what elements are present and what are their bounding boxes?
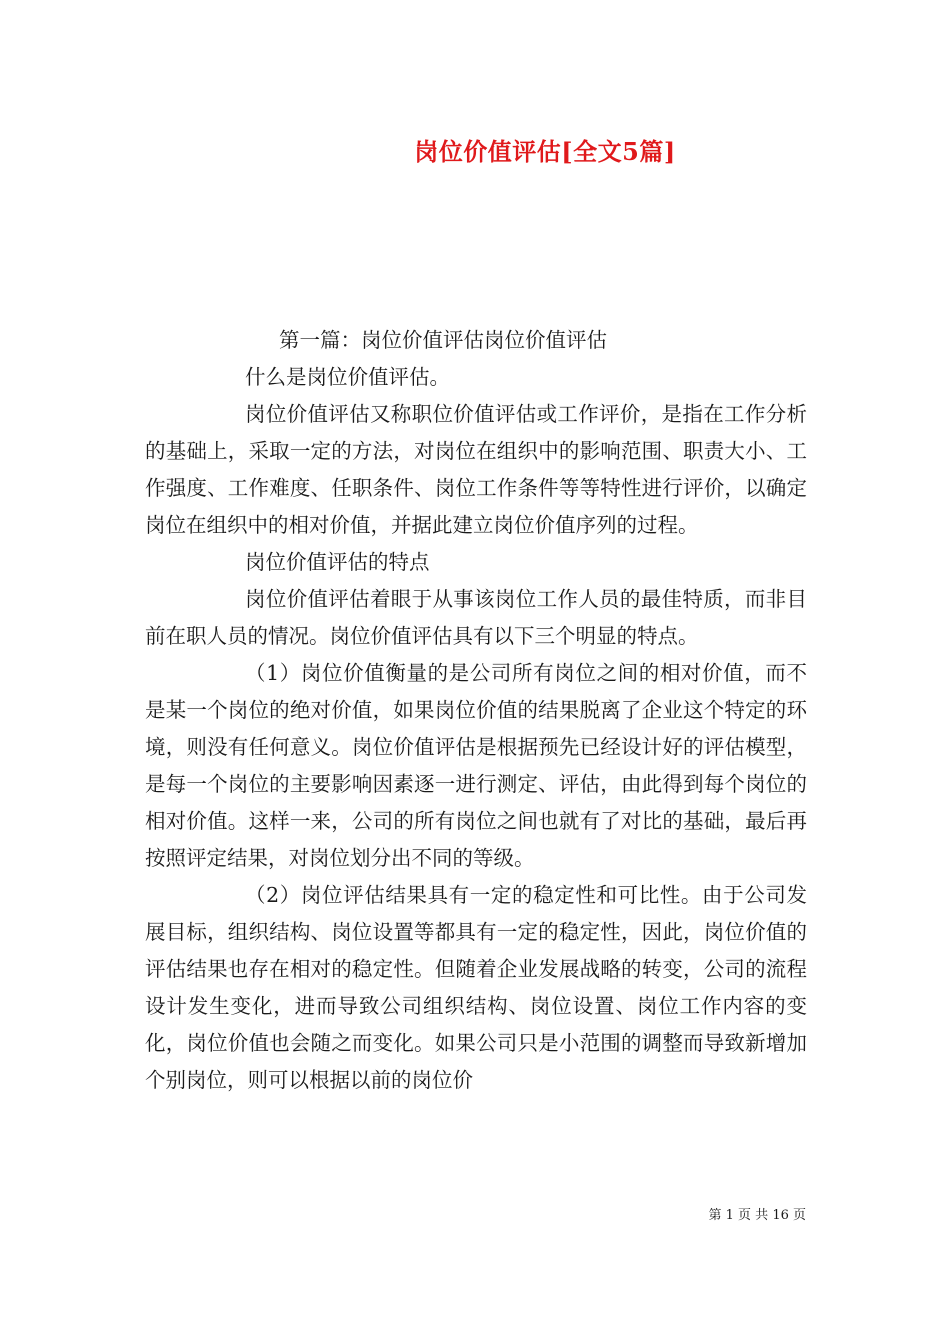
paragraph-feature-2: （2）岗位评估结果具有一定的稳定性和可比性。由于公司发展目标，组织结构、岗位设置等都具有一定的稳定性，因此，岗位价值的评估结果也存在相对的稳定性。但随着企业发展战略的转变，公司的流程设计发生变化，进而导致公司组织结构、岗位设置、岗位工作内容的变化，岗位价值也会随之而变化。如果公司只是小范围的调整而导致新增加个别岗位，则可以根据以前的岗位价 (145, 883, 807, 1092)
page-number-footer: 第 1 页 共 16 页 (708, 1208, 806, 1223)
subheading-features: 岗位价值评估的特点 (245, 550, 430, 574)
paragraph-definition: 岗位价值评估又称职位价值评估或工作评价，是指在工作分析的基础上，采取一定的方法，对岗位在组织中的影响范围、职责大小、工作强度、工作难度、任职条件、岗位工作条件等等特性进行评价，以确定岗位在组织中的相对价值，并据此建立岗位价值序列的过程。 (145, 402, 807, 537)
paragraph-features-intro: 岗位价值评估着眼于从事该岗位工作人员的最佳特质，而非目前在职人员的情况。岗位价值评估具有以下三个明显的特点。 (145, 587, 807, 648)
subheading-what-is: 什么是岗位价值评估。 (245, 365, 450, 389)
document-body (145, 322, 807, 1099)
section-heading: 第一篇：岗位价值评估岗位价值评估 (279, 328, 607, 352)
document-title: 岗位价值评估[全文5篇] (414, 137, 676, 166)
paragraph-feature-1: （1）岗位价值衡量的是公司所有岗位之间的相对价值，而不是某一个岗位的绝对价值，如果岗位价值的结果脱离了企业这个特定的环境，则没有任何意义。岗位价值评估是根据预先已经设计好的评估模型，是每一个岗位的主要影响因素逐一进行测定、评估，由此得到每个岗位的相对价值。这样一来，公司的所有岗位之间也就有了对比的基础，最后再按照评定结果，对岗位划分出不同的等级。 (145, 661, 807, 870)
